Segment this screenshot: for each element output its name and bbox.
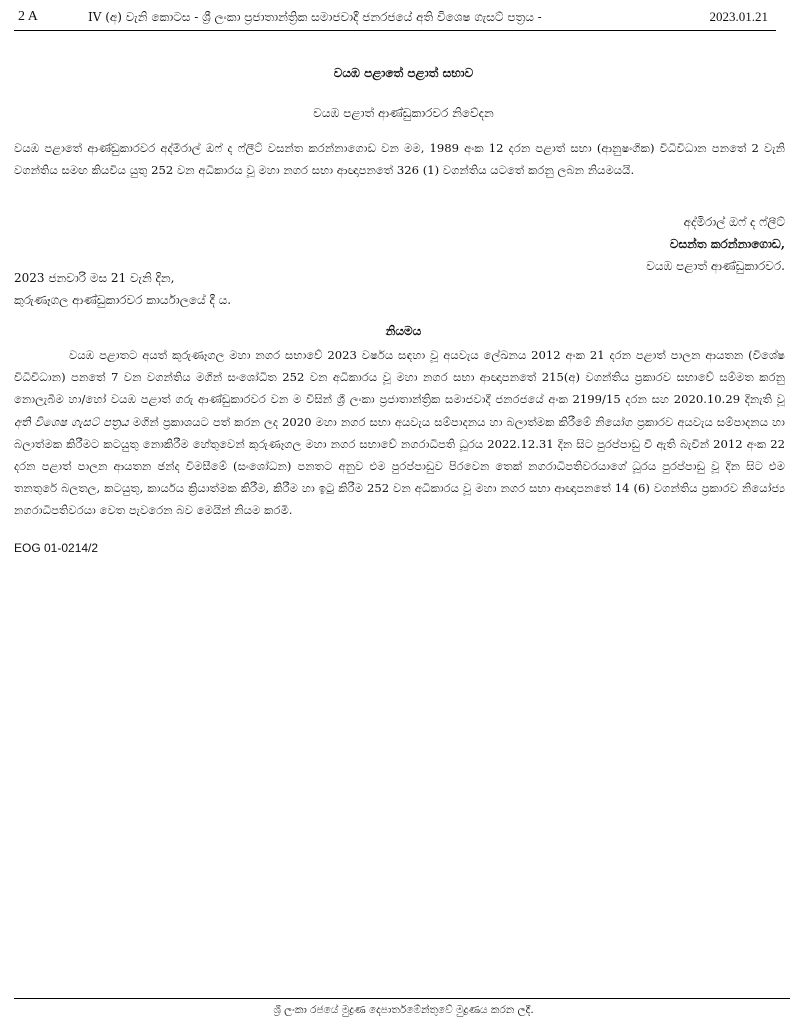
reference-number: EOG 01-0214/2 bbox=[14, 541, 99, 555]
gazette-header bbox=[14, 4, 776, 31]
council-heading: වයඹ පළාතේ පළාත් සභාව bbox=[333, 66, 474, 80]
intro-paragraph: වයඹ පළාතේ ආණ්ඩුකාරවර අද්මිරාල් ඔෆ් ද ෆ්ලීට් වසන්ත කරන්නාගොඩ වන මම, 1989 අංක 12 දරන පළාත් සභා (ආනුෂංගික) විධිවිධාන පනතේ 2 වැනි වගන්තිය සමඟ කියවිය යුතු 252 වන අධිකාරය වූ මහා නගර සභා ආඥාපනතේ 326 (1) වගන්තිය යටතේ කරනු ලබන නියමයයි. bbox=[14, 141, 785, 178]
gazette-title: IV (අ) වැනි කොටස - ශ්‍රී ලංකා ප්‍රජාතාන්ත්‍රික සමාජවාදී ජනරජයේ අති විශෙෂ ගැසට් පත්‍රය - bbox=[88, 10, 542, 24]
place-line: කුරුණෑගල ආණ්ඩුකාරවර කාර්යාලයේ දී ය. bbox=[14, 293, 232, 307]
signatory-rank: අද්මිරාල් ඔෆ් ද ෆ්ලීට් bbox=[683, 215, 785, 229]
gazette-date: 2023.01.21 bbox=[709, 9, 768, 24]
page-number: 2 A bbox=[18, 9, 38, 24]
order-paragraph bbox=[14, 344, 785, 522]
printer-footer: ශ්‍රී ලංකා රජයේ මුද්‍රණ දෙපාර්තමේන්තුවේ මුද්‍රණය කරන ලදී. bbox=[273, 1004, 534, 1016]
order-text-part1: වයඹ පළාතට අයත් කුරුණෑගල මහා නගර සභාවේ 2023 වර්ෂය සඳහා වූ අයවැය ලේඛනය 2012 අංක 21 දරන පළාත් පාලන ආයතන (විශේෂ විධිවිධාන) පනතේ 7 වන වගන්තිය මගින් සංශෝධිත 252 වන අධිකාරය වූ මහා නගර සභා ආඥාපනතේ 215(අ) වගන්තිය ප්‍රකාරව සභාවේ සම්මත කරනු නොලැබීම හා/හෝ වයඹ පළාත් ගරු ආණ්ඩුකාරවර වන ම විසින් ශ්‍රී ලංකා ප්‍රජාතාන්ත්‍රික සමාජවාදී ජනරජයේ අංක 2199/15 දරන සහ 2020.10.29 දිනැති වූ bbox=[14, 348, 785, 407]
signatory-name: වසන්ත කරන්නාගොඩ, bbox=[669, 237, 785, 251]
footer-divider bbox=[14, 998, 790, 999]
notice-title: වයඹ පළාත් ආණ්ඩුකාරවර නිවේදන bbox=[313, 106, 494, 120]
order-text-part2: මගින් ප්‍රකාශයට පත් කරන ලද 2020 මහා නගර සභා අයවැය සම්පාදනය හා බලාත්මක කිරීමේ නියෝග ප්‍රකාරව අයවැය සම්පාදනය හා බලාත්මක කිරීමට කටයුතු නොකිරීම හේතුවෙන් කුරුණෑගල මහා නගර සභාවේ නගරාධිපති ධූරය 2022.12.31 දින සිට පුරප්පාඩු වී ඇති බැවින් 2012 අංක 22 දරන පළාත් පාලන ආයතන ඡන්ද විමසීමේ (සංශෝධන) පනතට අනුව එම පුරප්පාඩුව පිරවෙන තෙක් නගරාධිපතිවරයාගේ ධූරය පුරප්පාඩු වූ දින සිට එම තනතුරේ බලතල, කටයුතු, කාර්යය ක්‍රියාත්මක කිරීම, කිරීම හා ඉටු කිරීම 252 වන අධිකාරය වූ මහා නගර සභා ආඥාපනතේ 14 (6) වගන්තිය ප්‍රකාරව නියෝජ්‍ය නගරාධිපතිවරයා වෙත පැවරෙන බව මෙයින් නියම කරමි. bbox=[14, 414, 785, 518]
dated-line: 2023 ජනවාරි මස 21 වැනි දින, bbox=[14, 271, 175, 285]
gazette-name-italic: අති විශෙෂ ගැසට් පත්‍රය bbox=[14, 414, 129, 429]
section-heading: නියමය bbox=[385, 324, 422, 338]
signatory-designation: වයඹ පළාත් ආණ්ඩුකාරවර. bbox=[646, 259, 785, 273]
